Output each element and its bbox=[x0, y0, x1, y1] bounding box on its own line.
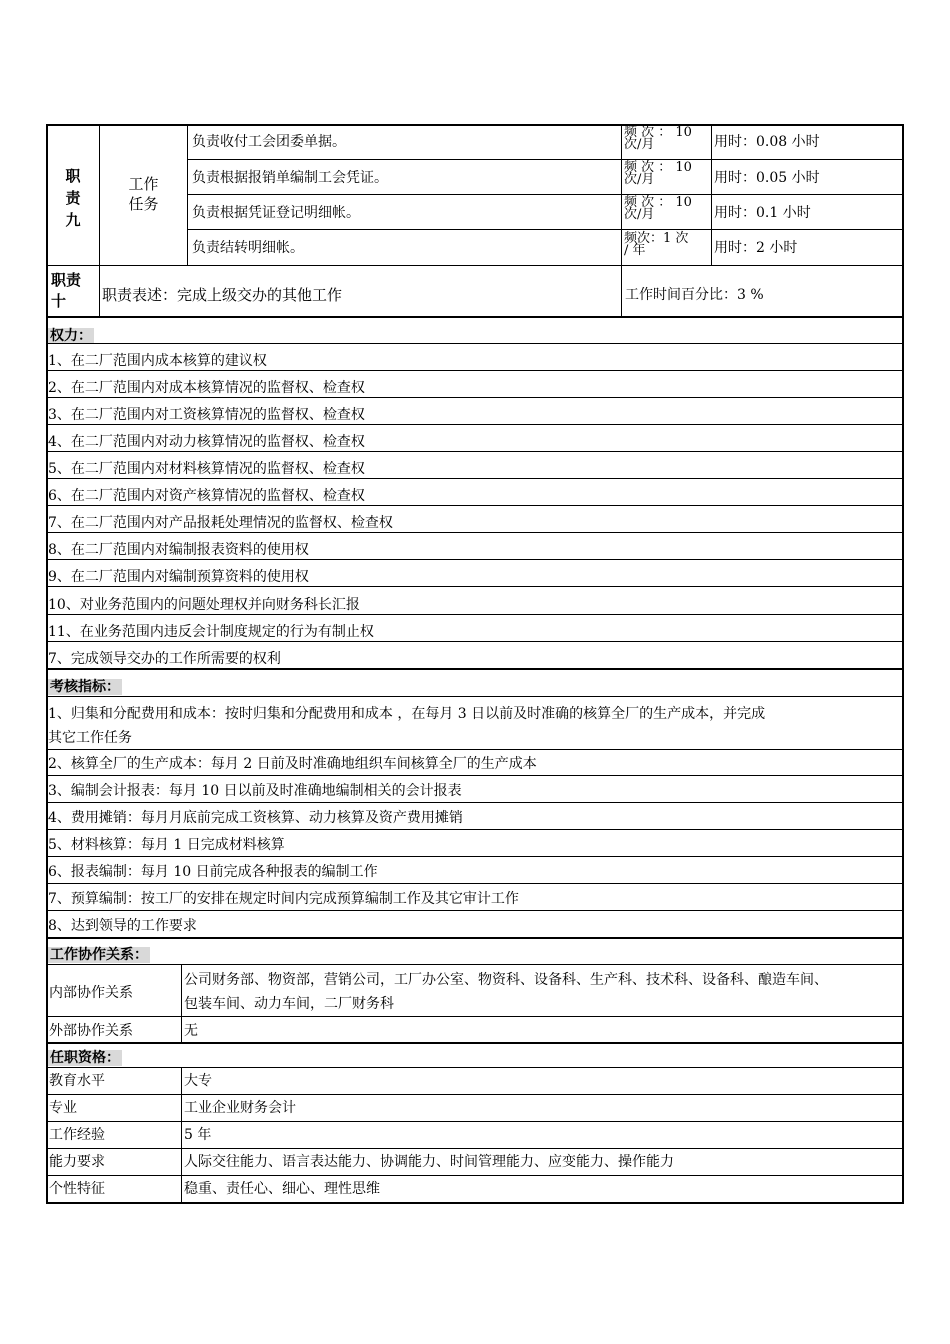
qualification-label: 专业 bbox=[49, 1100, 77, 1116]
internal-cooperation-line1: 公司财务部、物资部，营销公司，工厂办公室、物资科、设备科、生产科、技术科、设备科、酿造车间、 bbox=[184, 972, 828, 988]
qualification-label: 能力要求 bbox=[49, 1154, 105, 1170]
kpi-item: 6、报表编制：每月 10 日前完成各种报表的编制工作 bbox=[48, 864, 378, 880]
authority-item: 6、在二厂范围内对资产核算情况的监督权、检查权 bbox=[48, 488, 365, 504]
authority-item: 9、在二厂范围内对编制预算资料的使用权 bbox=[48, 569, 309, 585]
internal-cooperation-line2: 包装车间、动力车间，二厂财务科 bbox=[184, 996, 394, 1012]
kpi-item-1-line1: 1、归集和分配费用和成本：按时归集和分配费用和成本 ，在每月 3 日以前及时准确的核算全厂的生产成本，并完成 bbox=[48, 706, 766, 722]
kpi-item: 4、费用摊销：每月月底前完成工资核算、动力核算及资产费用摊销 bbox=[48, 810, 463, 826]
duty9-label: 职 责 九 bbox=[65, 167, 81, 229]
duty9-freq-1: 频 次 ： 10 次/月 bbox=[624, 125, 692, 152]
duty9-time-4: 用时：2 小时 bbox=[714, 240, 798, 256]
authority-item: 2、在二厂范围内对成本核算情况的监督权、检查权 bbox=[48, 380, 365, 396]
qualification-label: 教育水平 bbox=[49, 1073, 105, 1089]
kpi-item: 5、材料核算：每月 1 日完成材料核算 bbox=[48, 837, 285, 853]
duty10-label: 职责 十 bbox=[51, 271, 82, 310]
kpi-item: 8、达到领导的工作要求 bbox=[48, 918, 197, 934]
authority-item: 1、在二厂范围内成本核算的建议权 bbox=[48, 353, 267, 369]
authority-item: 8、在二厂范围内对编制报表资料的使用权 bbox=[48, 542, 309, 558]
duty9-time-3: 用时：0.1 小时 bbox=[714, 205, 811, 221]
cooperation-title: 工作协作关系： bbox=[50, 947, 148, 963]
authority-title: 权力： bbox=[50, 328, 92, 344]
qualification-label: 工作经验 bbox=[49, 1127, 105, 1143]
external-cooperation-label: 外部协作关系 bbox=[49, 1023, 133, 1039]
qualification-label: 个性特征 bbox=[49, 1181, 105, 1197]
external-cooperation-value: 无 bbox=[184, 1023, 198, 1039]
authority-item: 10、对业务范围内的问题处理权并向财务科长汇报 bbox=[48, 597, 360, 613]
duty9-task-3: 负责根据凭证登记明细帐。 bbox=[192, 205, 360, 221]
authority-item: 11、在业务范围内违反会计制度规定的行为有制止权 bbox=[48, 624, 374, 640]
qualification-value: 人际交往能力、语言表达能力、协调能力、时间管理能力、应变能力、操作能力 bbox=[184, 1154, 674, 1170]
qualification-value: 大专 bbox=[184, 1073, 212, 1089]
qualification-title: 任职资格： bbox=[50, 1050, 120, 1066]
qualification-value: 工业企业财务会计 bbox=[184, 1100, 296, 1116]
duty9-task-1: 负责收付工会团委单据。 bbox=[192, 134, 346, 150]
authority-item: 4、在二厂范围内对动力核算情况的监督权、检查权 bbox=[48, 434, 365, 450]
kpi-item: 7、预算编制：按工厂的安排在规定时间内完成预算编制工作及其它审计工作 bbox=[48, 891, 519, 907]
duty9-freq-3: 频 次 ： 10 次/月 bbox=[624, 195, 692, 222]
duty9-freq-2: 频 次 ： 10 次/月 bbox=[624, 160, 692, 187]
duty9-time-1: 用时：0.08 小时 bbox=[714, 134, 820, 150]
qualification-value: 5 年 bbox=[184, 1127, 212, 1143]
duty10-percent: 工作时间百分比：3 % bbox=[625, 287, 764, 303]
duty9-task-2: 负责根据报销单编制工会凭证。 bbox=[192, 170, 388, 186]
duty9-time-2: 用时：0.05 小时 bbox=[714, 170, 820, 186]
duty9-freq-4: 频次：1 次 / 年 bbox=[624, 231, 689, 258]
authority-item: 3、在二厂范围内对工资核算情况的监督权、检查权 bbox=[48, 407, 365, 423]
authority-item: 7、完成领导交办的工作所需要的权利 bbox=[48, 651, 281, 667]
qualification-value: 稳重、责任心、细心、理性思维 bbox=[184, 1181, 380, 1197]
duty9-task-label: 工作 任务 bbox=[128, 175, 159, 213]
duty9-task-4: 负责结转明细帐。 bbox=[192, 240, 304, 256]
authority-item: 7、在二厂范围内对产品报耗处理情况的监督权、检查权 bbox=[48, 515, 393, 531]
authority-item: 5、在二厂范围内对材料核算情况的监督权、检查权 bbox=[48, 461, 365, 477]
duty10-desc: 职责表述：完成上级交办的其他工作 bbox=[102, 286, 343, 304]
kpi-title: 考核指标： bbox=[50, 679, 120, 695]
kpi-item-1-line2: 其它工作任务 bbox=[48, 730, 132, 746]
internal-cooperation-label: 内部协作关系 bbox=[49, 985, 133, 1001]
kpi-item: 2、核算全厂的生产成本：每月 2 日前及时准确地组织车间核算全厂的生产成本 bbox=[48, 756, 537, 772]
kpi-item: 3、编制会计报表：每月 10 日以前及时准确地编制相关的会计报表 bbox=[48, 783, 462, 799]
